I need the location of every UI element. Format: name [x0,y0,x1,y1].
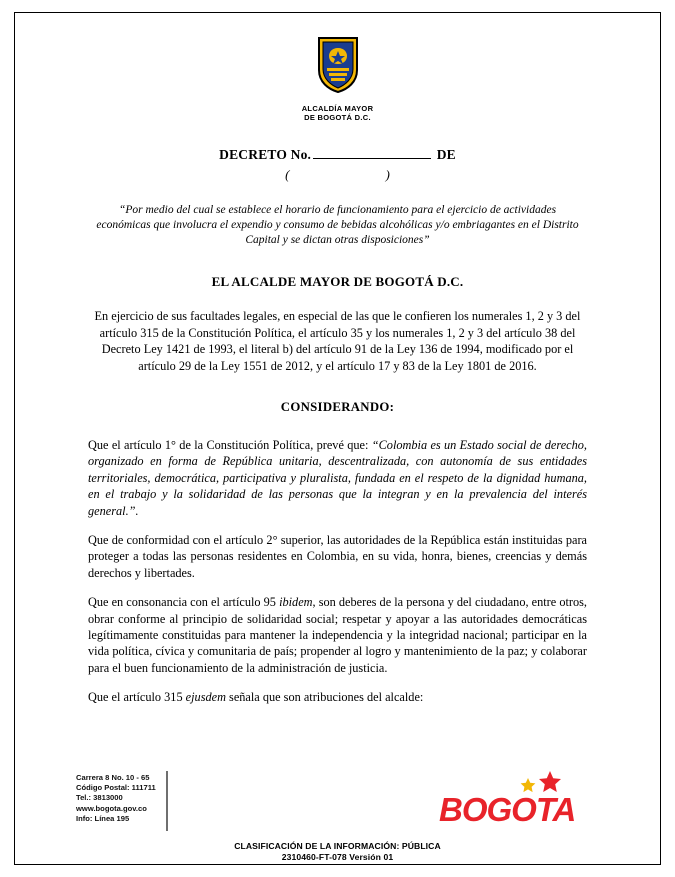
decree-prefix: DECRETO No. [219,147,312,162]
footer-address-block [74,771,168,831]
bogota-coat-of-arms-icon [315,36,361,94]
considering-paragraphs [88,437,587,706]
legal-powers-paragraph: En ejercicio de sus facultades legales, en especial de las que le confieren los numerales 1, 2 y 3 del artículo 315 de la Constitución Política, el artículo 35 y los numerales 1, 2 y 3 del artículo 38 del Decreto Ley 1421 de 1993, el literal b) del artículo 91 de la Ley 136 de 1994, modificado por el artículo 29 de la Ley 1551 de 2012, y el artículo 17 y 83 de la Ley 1801 de 2016. [94,309,581,373]
body-text: Que el artículo 1° de la Constitución Política, prevé que: [88,438,372,452]
paren-close: ) [385,167,390,182]
paragraph-2 [88,532,587,581]
decree-date-line [88,167,587,183]
crest-title [88,104,587,122]
header-crest-block [88,36,587,122]
document-content [14,12,661,865]
body-text: señala que son atribuciones del alcalde: [225,690,424,705]
quoted-text: ejusdem [185,690,226,705]
paragraph-4 [88,689,587,705]
document-footer [74,771,601,833]
crest-title-line2: DE BOGOTÁ D.C. [304,113,371,122]
bogota-logo-text: BOGOTA [439,791,576,828]
body-text: Que de conformidad con el artículo 2° superior, las autoridades de la República están instituidas para proteger a todas las personas residentes en Colombia, en su vida, honra, bienes, creencias y demás derechos y libertades. [88,533,587,580]
body-text: Que el artículo 315 [88,690,186,705]
quoted-text: ibidem [279,595,313,610]
crest-title-line1: ALCALDÍA MAYOR [301,104,374,113]
address-line: Info: Línea 195 [76,813,130,823]
paren-open: ( [285,167,290,182]
decree-number-line [88,146,587,163]
classification-line-1: CLASIFICACIÓN DE LA INFORMACIÓN: PÚBLICA [234,841,441,851]
authority-heading: EL ALCALDE MAYOR DE BOGOTÁ D.C. [211,274,464,289]
decree-epigraph: “Por medio del cual se establece el horario de funcionamiento para el ejercicio de actividades económicas que involucra el expendio y consumo de bebidas alcohólicas y/o embriagantes en el Distrito Capital y se dictan otras disposiciones” [96,204,579,246]
body-text: Que en consonancia con el artículo 95 [88,595,280,610]
address-line: Tel.: 3813000 [76,793,123,803]
address-line: Carrera 8 No. 10 - 65 [76,773,150,782]
address-line: Código Postal: 111711 [76,783,156,793]
bogota-logo [433,771,601,829]
classification-line-2: 2310460-FT-078 Versión 01 [281,852,394,862]
quoted-text: “Colombia es un Estado social de derecho, organizado en forma de República unitaria, descentralizada, con autonomía de sus entidades territoriales, democrática, participativa y pluralista, fundada en el respeto de la dignidad humana, en el trabajo y la solidaridad de las personas que la integran y en la prevalencia del interés general.”. [88,438,588,518]
considering-heading: CONSIDERANDO: [280,400,395,414]
decree-number-blank [313,146,431,159]
classification-footer [0,841,675,863]
paragraph-1 [88,437,587,519]
paragraph-3 [88,594,587,676]
address-line[interactable]: www.bogota.gov.co [76,803,147,813]
decree-suffix: DE [436,147,456,162]
body-text: , son deberes de la persona y del ciudadano, entre otros, obrar conforme al principio de solidaridad social; respetar y apoyar a las autoridades democráticas legítimamente constituidas para mantener la independencia y la integridad nacional; participar en la vida política, cívica y comunitaria de país; propender al logro y mantenimiento de la paz; y colaborar para el buen funcionamiento de la administración de justicia. [88,595,587,675]
